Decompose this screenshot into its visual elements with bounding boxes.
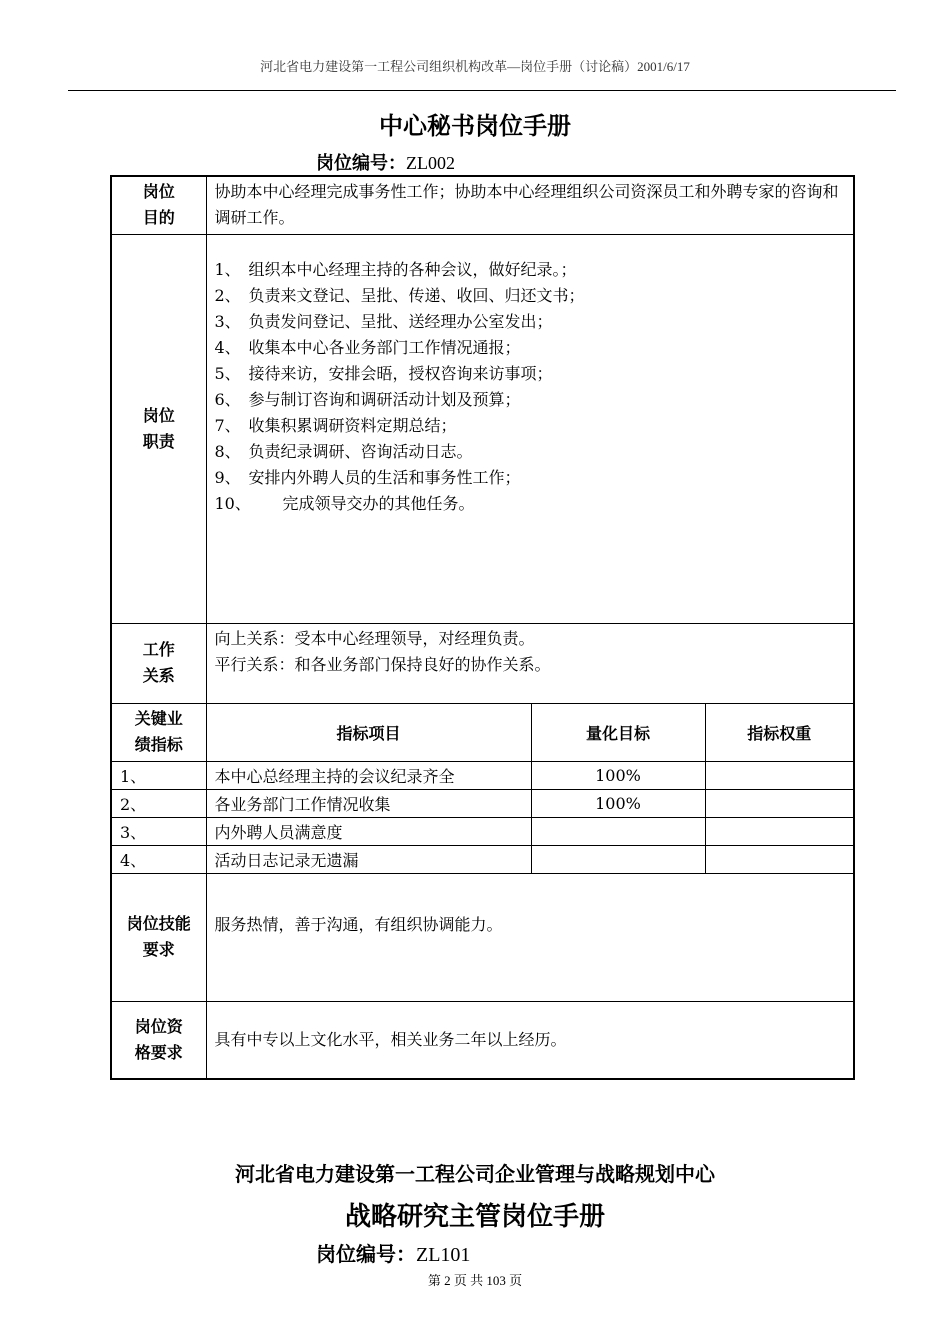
kpi-label: 关键业 绩指标	[111, 703, 206, 761]
relations-text	[206, 623, 854, 703]
position-code-label: 岗位编号：	[316, 153, 406, 174]
page-header: 河北省电力建设第一工程公司组织机构改革—岗位手册（讨论稿）2001/6/17	[260, 59, 690, 74]
table-row: 1、 本中心总经理主持的会议纪录齐全 100%	[111, 761, 854, 789]
header-rule	[68, 90, 896, 91]
page-footer: 第 2 页 共 103 页	[427, 1273, 523, 1288]
kpi-col-item: 指标项目	[206, 703, 531, 761]
duties-list	[215, 257, 846, 517]
relations-row	[111, 623, 854, 703]
table-row: 4、 活动日志记录无遗漏	[111, 845, 854, 873]
next-position-code	[316, 1238, 470, 1267]
purpose-label: 岗位 目的	[111, 176, 206, 234]
relation-up: 向上关系：受本中心经理领导，对经理负责。	[214, 628, 535, 648]
kpi-header-row	[111, 703, 854, 761]
list-item: 8、 负责纪录调研、咨询活动日志。	[214, 441, 473, 461]
skills-text: 服务热情，善于沟通，有组织协调能力。	[206, 873, 854, 1001]
kpi-col-target: 量化目标	[531, 703, 705, 761]
position-code-value: ZL002	[406, 153, 455, 173]
qualifications-row	[111, 1001, 854, 1079]
next-position-code-value: ZL101	[416, 1244, 471, 1266]
list-item: 7、 收集积累调研资料定期总结；	[214, 415, 457, 435]
qualifications-text: 具有中专以上文化水平，相关业务二年以上经历。	[206, 1001, 854, 1079]
relations-label: 工作 关系	[111, 623, 206, 703]
list-item: 2、 负责来文登记、呈批、传递、收回、归还文书；	[214, 285, 585, 305]
table-row: 3、 内外聘人员满意度	[111, 817, 854, 845]
duties-list-cell	[206, 234, 854, 623]
purpose-row	[111, 176, 854, 234]
purpose-text: 协助本中心经理完成事务性工作；协助本中心经理组织公司资深员工和外聘专家的咨询和调研工作。	[206, 176, 854, 234]
list-item: 3、 负责发问登记、呈批、送经理办公室发出；	[214, 311, 553, 331]
position-code	[316, 149, 455, 175]
skills-row	[111, 873, 854, 1001]
kpi-col-weight: 指标权重	[705, 703, 854, 761]
next-position-code-label: 岗位编号：	[316, 1242, 416, 1266]
list-item: 5、 接待来访，安排会晤，授权咨询来访事项；	[214, 363, 553, 383]
table-row: 2、 各业务部门工作情况收集 100%	[111, 789, 854, 817]
page-title: 中心秘书岗位手册	[379, 112, 571, 140]
list-item: 1、 组织本中心经理主持的各种会议，做好纪录。；	[214, 259, 577, 279]
skills-label: 岗位技能 要求	[111, 873, 206, 1001]
qualifications-label: 岗位资 格要求	[111, 1001, 206, 1079]
duties-label: 岗位 职责	[111, 234, 206, 623]
list-item: 9、 安排内外聘人员的生活和事务性工作；	[214, 467, 521, 487]
list-item: 10、 完成领导交办的其他任务。	[214, 493, 475, 513]
list-item: 4、 收集本中心各业务部门工作情况通报；	[214, 337, 521, 357]
next-org-title: 河北省电力建设第一工程公司企业管理与战略规划中心	[235, 1162, 715, 1186]
relation-parallel: 平行关系：和各业务部门保持良好的协作关系。	[214, 654, 551, 674]
position-manual-table	[110, 175, 855, 1080]
list-item: 6、 参与制订咨询和调研活动计划及预算；	[214, 389, 521, 409]
duties-row	[111, 234, 854, 623]
next-page-title: 战略研究主管岗位手册	[344, 1202, 605, 1232]
